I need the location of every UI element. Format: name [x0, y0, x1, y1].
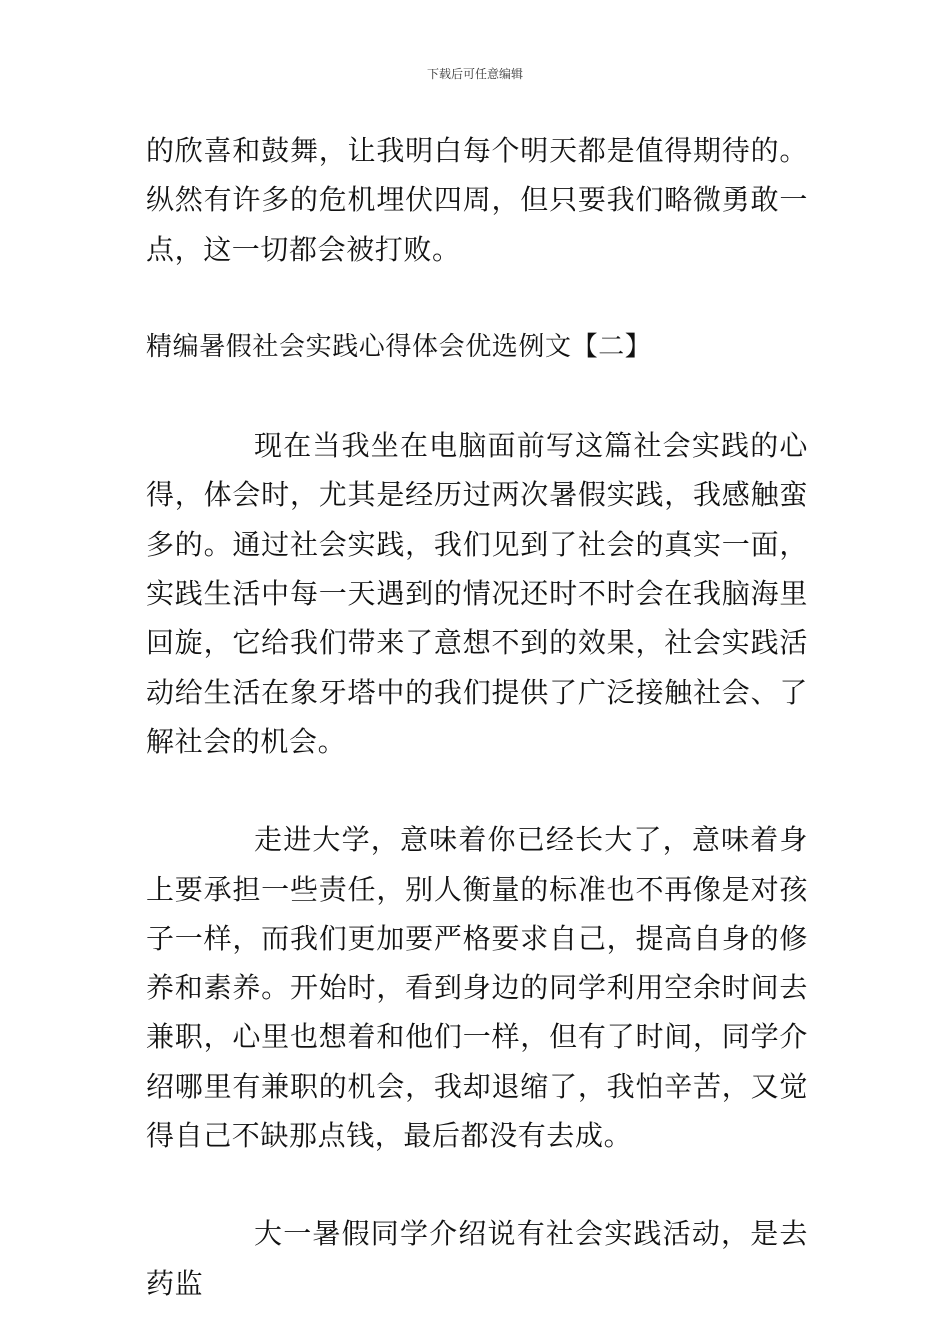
document-body — [146, 126, 808, 1308]
paragraph: 走进大学，意味着你已经长大了，意味着身上要承担一些责任，别人衡量的标准也不再像是对孩子一样，而我们更加要严格要求自己，提高自身的修养和素养。开始时，看到身边的同学利用空余时间去兼职，心里也想着和他们一样，但有了时间，同学介绍哪里有兼职的机会，我却退缩了，我怕辛苦，又觉得自己不缺那点钱，最后都没有去成。 — [146, 823, 808, 1153]
paragraph: 大一暑假同学介绍说有社会实践活动，是去药监 — [146, 1217, 808, 1300]
page-header: 下载后可任意编辑 — [426, 67, 523, 81]
paragraph-continuation: 的欣喜和鼓舞，让我明白每个明天都是值得期待的。纵然有许多的危机埋伏四周，但只要我们略微勇敢一点，这一切都会被打败。 — [146, 134, 808, 266]
paragraph: 现在当我坐在电脑面前写这篇社会实践的心得，体会时，尤其是经历过两次暑假实践，我感触蛮多的。通过社会实践，我们见到了社会的真实一面，实践生活中每一天遇到的情况还时不时会在我脑海里回旋，它给我们带来了意想不到的效果，社会实践活动给生活在象牙塔中的我们提供了广泛接触社会、了解社会的机会。 — [146, 429, 808, 758]
section-title: 精编暑假社会实践心得体会优选例文【二】 — [146, 331, 652, 362]
